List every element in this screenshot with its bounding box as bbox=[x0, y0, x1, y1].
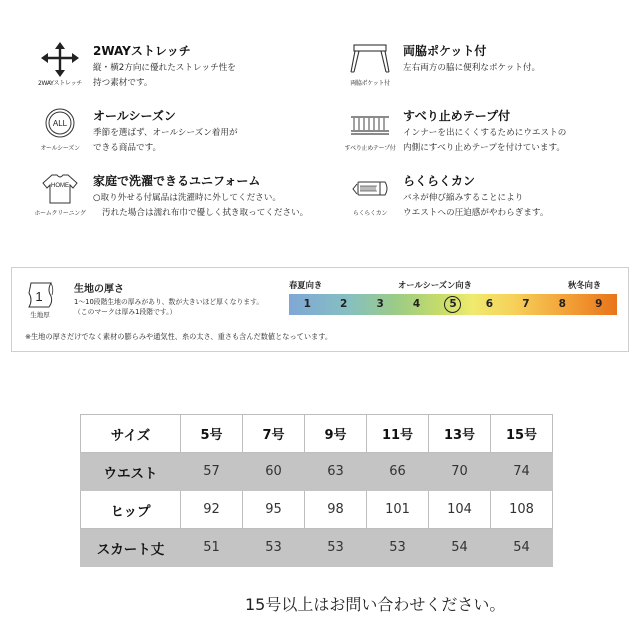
feature-description: 季節を選ばず、オールシーズン着用が できる商品です。 bbox=[93, 128, 238, 153]
table-cell: 53 bbox=[243, 529, 305, 567]
table-cell: 53 bbox=[305, 529, 367, 567]
feature-description: バネが伸び縮みすることにより ウエストへの圧迫感がやわらぎます。 bbox=[403, 193, 549, 218]
svg-text:HOME: HOME bbox=[51, 183, 69, 189]
icon-caption: すべり止めテープ付 bbox=[344, 145, 396, 152]
thickness-note: ※生地の厚さだけでなく素材の膨らみや通気性、糸の太さ、重さも含んだ数値となっています。 bbox=[25, 332, 333, 341]
size-header: 11号 bbox=[367, 415, 429, 453]
svg-text:1: 1 bbox=[35, 289, 43, 304]
feature-title: オールシーズン bbox=[93, 109, 176, 123]
table-cell: 70 bbox=[429, 453, 491, 491]
size-inquiry-note: 15号以上はお問い合わせください。 bbox=[245, 595, 506, 614]
feature-title: 家庭で洗濯できるユニフォーム bbox=[93, 174, 261, 188]
feature-title: らくらくカン bbox=[403, 174, 476, 188]
table-cell: 66 bbox=[367, 453, 429, 491]
feature-title: 両脇ポケット付 bbox=[403, 44, 487, 58]
icon-caption: ホームクリーニング bbox=[34, 210, 86, 217]
table-row-waist bbox=[81, 453, 553, 491]
fabric-thickness-panel bbox=[11, 267, 629, 352]
icon-caption: 2WAYストレッチ bbox=[38, 80, 82, 87]
size-header: 13号 bbox=[429, 415, 491, 453]
scale-step-current: 5 bbox=[435, 294, 471, 315]
table-cell: 54 bbox=[491, 529, 553, 567]
table-cell: 98 bbox=[305, 491, 367, 529]
thickness-title: 生地の厚さ bbox=[74, 284, 124, 295]
scale-step: 8 bbox=[558, 298, 566, 310]
table-cell: 108 bbox=[491, 491, 553, 529]
row-label: ウエスト bbox=[81, 453, 181, 491]
feature-title: 2WAYストレッチ bbox=[93, 44, 191, 58]
icon-caption: オールシーズン bbox=[40, 145, 80, 152]
scale-step: 1 bbox=[303, 298, 311, 310]
feature-description: 縦・横2方向に優れたストレッチ性を 持つ素材です。 bbox=[93, 63, 236, 88]
feature-description: インナーを出にくくするためにウエストの 内側にすべり止めテープを付けています。 bbox=[403, 128, 567, 153]
table-cell: 101 bbox=[367, 491, 429, 529]
size-header: 15号 bbox=[491, 415, 553, 453]
scale-step: 4 bbox=[412, 298, 421, 310]
row-label: ヒップ bbox=[81, 491, 181, 529]
thickness-description: 1～10段階生地の厚みがあり、数が大きいほど厚くなります。 （このマークは厚み1段階です。） bbox=[74, 298, 264, 316]
size-header: 9号 bbox=[305, 415, 367, 453]
scale-step: 2 bbox=[340, 298, 348, 310]
feature-description: ○取り外せる付属品は洗濯時に外してください。 汚れた場合は濡れ布巾で優しく拭き取ってください。 bbox=[93, 193, 309, 218]
size-table bbox=[80, 414, 553, 567]
icon-caption: 両脇ポケット付 bbox=[350, 80, 390, 87]
scale-step: 6 bbox=[485, 298, 494, 310]
feature-title: すべり止めテープ付 bbox=[403, 109, 511, 123]
scale-step: 7 bbox=[522, 298, 530, 310]
scale-step: 3 bbox=[376, 298, 384, 310]
season-label-all-season: オールシーズン向き bbox=[398, 280, 472, 290]
scale-step: 9 bbox=[595, 298, 603, 310]
svg-text:ALL: ALL bbox=[52, 119, 68, 128]
season-label-autumn-winter: 秋冬向き bbox=[568, 280, 602, 290]
table-cell: 51 bbox=[181, 529, 243, 567]
size-header: 5号 bbox=[181, 415, 243, 453]
table-cell: 57 bbox=[181, 453, 243, 491]
table-cell: 74 bbox=[491, 453, 553, 491]
icon-caption: らくらくカン bbox=[352, 210, 388, 217]
table-cell: 60 bbox=[243, 453, 305, 491]
table-cell: 104 bbox=[429, 491, 491, 529]
size-header: 7号 bbox=[243, 415, 305, 453]
table-cell: 63 bbox=[305, 453, 367, 491]
feature-description: 左右両方の脇に便利なポケット付。 bbox=[403, 63, 541, 73]
table-cell: 53 bbox=[367, 529, 429, 567]
table-row-skirt-length bbox=[81, 529, 553, 567]
table-cell: 54 bbox=[429, 529, 491, 567]
season-label-spring-summer: 春夏向き bbox=[289, 280, 323, 290]
header-label: サイズ bbox=[81, 415, 181, 453]
row-label: スカート丈 bbox=[81, 529, 181, 567]
icon-caption: 生地厚 bbox=[30, 311, 50, 319]
table-row-hip bbox=[81, 491, 553, 529]
thickness-scale bbox=[289, 294, 617, 315]
table-header-row bbox=[81, 415, 553, 453]
table-cell: 95 bbox=[243, 491, 305, 529]
table-cell: 92 bbox=[181, 491, 243, 529]
